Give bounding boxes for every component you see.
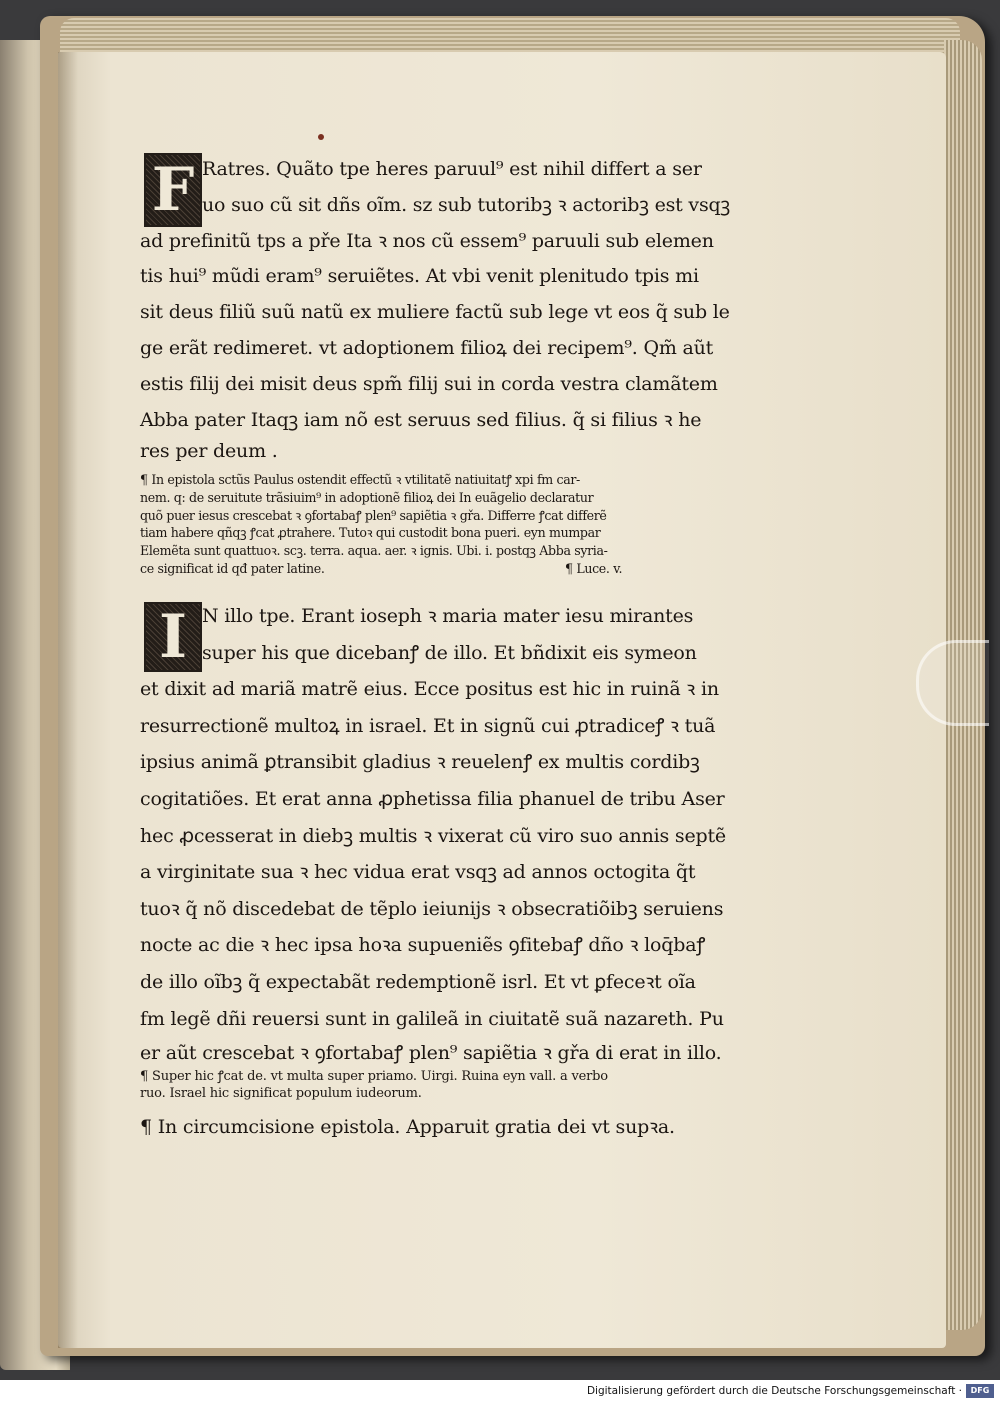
text-line: fm legẽ dñi reuersi sunt in galileã in ciuitatẽ suã nazareth. Pu (140, 1007, 724, 1030)
gloss-line: nem. q: de seruitute trãsiuim⁹ in adoptionẽ filioꝝ dei In euãgelio declaratur (140, 489, 594, 505)
text-line: et dixit ad mariã matrẽ eius. Ecce positus est hic in ruinã ꝛ in (140, 678, 719, 701)
text-line: cogitatiões. Et erat anna ꝓphetissa filia phanuel de tribu Aser (140, 787, 725, 810)
text-line: N illo tpe. Erant ioseph ꝛ maria mater iesu mirantes (202, 605, 694, 627)
text-line: a virginitate sua ꝛ hec vidua erat vsqꝫ ad annos octogita q̃t (140, 861, 696, 884)
text-line: ¶ In circumcisione epistola. Apparuit gratia dei vt supꝛa. (140, 1116, 675, 1138)
text-line: Abba pater Itaqꝫ iam nõ est seruus sed filius. q̃ si filius ꝛ he (140, 408, 702, 431)
text-line: ad prefinitũ tps a pře Ita ꝛ nos cũ essem⁹ paruuli sub elemen (140, 229, 714, 252)
text-line: ge erãt redimeret. vt adoptionem filioꝝ dei recipem⁹. Qm̃ aũt (140, 336, 714, 359)
ink-mark (318, 134, 324, 140)
gutter-shadow (58, 52, 78, 1348)
text-line: nocte ac die ꝛ hec ipsa hoꝛa supueniẽs ꝯfitebaꝭ dño ꝛ loq̄baꝭ (140, 934, 706, 957)
text-line: tis hui⁹ mũdi eram⁹ seruiẽtes. At vbi venit plenitudo tpis mi (140, 265, 699, 288)
text-line: estis filij dei misit deus spm̃ filij sui in corda vestra clamãtem (140, 372, 718, 395)
text-line: er aũt crescebat ꝛ ꝯfortabaꝭ plen⁹ sapiẽtia ꝛ gřa di erat in illo. (140, 1042, 722, 1065)
initial-I: I (144, 602, 202, 672)
gloss-gospel (140, 1068, 805, 1102)
next-reading-heading (140, 1110, 805, 1146)
text-line: hec ꝓcesserat in diebꝫ multis ꝛ vixerat cũ viro suo annis septẽ (140, 824, 726, 847)
text-line: tuoꝛ q̃ nõ discedebat de tẽplo ieiunijs ꝛ obsecratiõibꝫ seruiens (140, 897, 724, 920)
text-line: ipsius animã ꝑtransibit gladius ꝛ reuelenꝭ ex multis cordibꝫ (140, 751, 700, 774)
gloss-line-text: ce significat id qđ pater latine. (140, 560, 325, 576)
gloss-epistle (140, 471, 805, 578)
text-line: uo suo cũ sit dñs oĩm. sz sub tutoribꝫ ꝛ actoribꝫ est vsqꝫ (202, 193, 730, 216)
gloss-line: ruo. Israel hic significat populum iudeorum. (140, 1086, 422, 1101)
text-line: res per deum . (140, 440, 278, 463)
gloss-line: tiam habere qñqꝫ ꝭcat ꝓtrahere. Tutoꝛ qui custodit bona pueri. eyn mumpar (140, 525, 601, 541)
text-line: de illo oĩbꝫ q̃ expectabãt redemptionẽ isrl. Et vt ꝑfeceꝛt oĩa (140, 970, 696, 993)
gloss-line: ¶ Super hic ꝭcat de. vt multa super priamo. Uirgi. Ruina eyn vall. a verbo (140, 1069, 608, 1084)
funding-credit: Digitalisierung gefördert durch die Deutsche Forschungsgemeinschaft · (586, 1385, 962, 1397)
text-line: Ratres. Quãto tpe heres paruul⁹ est nihil differt a ser (202, 158, 702, 180)
page-clip (916, 640, 989, 726)
text-line: resurrectionẽ multoꝝ in israel. Et in signũ cui ꝓtradiceꝭ ꝛ tuã (140, 714, 716, 737)
text-line: sit deus filiũ suũ natũ ex muliere factũ sub lege vt eos q̃ sub le (140, 301, 730, 324)
gloss-line: quõ puer iesus crescebat ꝛ ꝯfortabaꝭ plen⁹ sapiẽtia ꝛ gřa. Differre ꝭcat differẽ (140, 507, 607, 523)
footer-bar (0, 1380, 1000, 1403)
text-line: super his que dicebanꝭ de illo. Et bñdixit eis symeon (202, 641, 697, 664)
initial-F: F (144, 153, 202, 227)
gospel-reference: ¶ Luce. v. (565, 560, 623, 576)
gospel-text (140, 598, 805, 1069)
gloss-line (140, 560, 805, 578)
gloss-line: ¶ In epistola sctũs Paulus ostendit effectũ ꝛ vtilitatẽ natiuitatꝭ xpi fm car- (140, 472, 580, 487)
epistle-text (140, 152, 805, 464)
dfg-logo: DFG (966, 1384, 994, 1398)
gloss-line: Elemẽta sunt quattuoꝛ. scꝫ. terra. aqua. aer. ꝛ ignis. Ubi. i. postqꝫ Abba syria- (140, 543, 608, 559)
